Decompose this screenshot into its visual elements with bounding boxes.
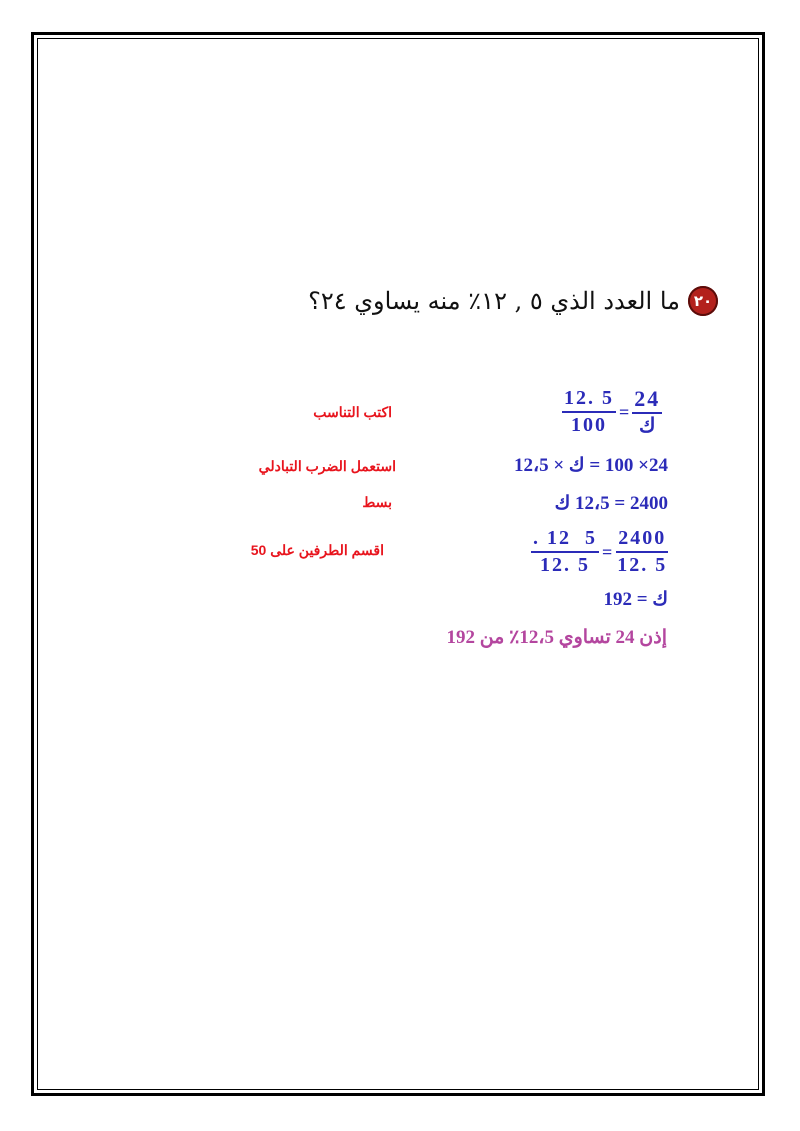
- step-4-fraction-right: [531, 528, 599, 576]
- step-2-expression: 24× 100 = ك × 12،5: [513, 455, 668, 476]
- fraction-numerator: . 12 5: [531, 528, 599, 553]
- step-1-fraction-left: [632, 387, 662, 437]
- fraction-numerator: 12. 5: [562, 388, 616, 413]
- step-4-note: اقسم الطرفين على 50: [250, 542, 384, 558]
- equals-sign: =: [602, 541, 613, 562]
- fraction-denominator: ك: [639, 415, 656, 438]
- conclusion-statement: إذن 24 تساوي 12،5٪ من 192: [446, 627, 667, 648]
- step-5-result: ك = 192: [603, 589, 668, 610]
- question-heading: [308, 286, 718, 316]
- step-1-note: اكتب التناسب: [313, 404, 392, 420]
- step-4-division: [531, 528, 669, 576]
- question-number-badge: ٢٠: [688, 286, 718, 316]
- fraction-numerator: 2400: [616, 528, 668, 553]
- fraction-denominator: 12. 5: [540, 554, 590, 576]
- step-3-note: بسط: [362, 494, 392, 510]
- fraction-numerator: 24: [632, 387, 662, 414]
- fraction-denominator: 12. 5: [617, 554, 668, 576]
- equals-sign: =: [619, 401, 630, 422]
- step-3-expression: 2400 = 12،5 ك: [554, 493, 668, 514]
- step-1-proportion: [562, 387, 662, 437]
- step-2-note: استعمل الضرب التبادلي: [258, 458, 396, 474]
- step-1-fraction-right: [562, 388, 616, 436]
- question-text: ما العدد الذي ٥ , ١٢٪ منه يساوي ٢٤؟: [308, 287, 680, 315]
- fraction-denominator: 100: [571, 414, 607, 437]
- step-4-fraction-left: [615, 528, 669, 576]
